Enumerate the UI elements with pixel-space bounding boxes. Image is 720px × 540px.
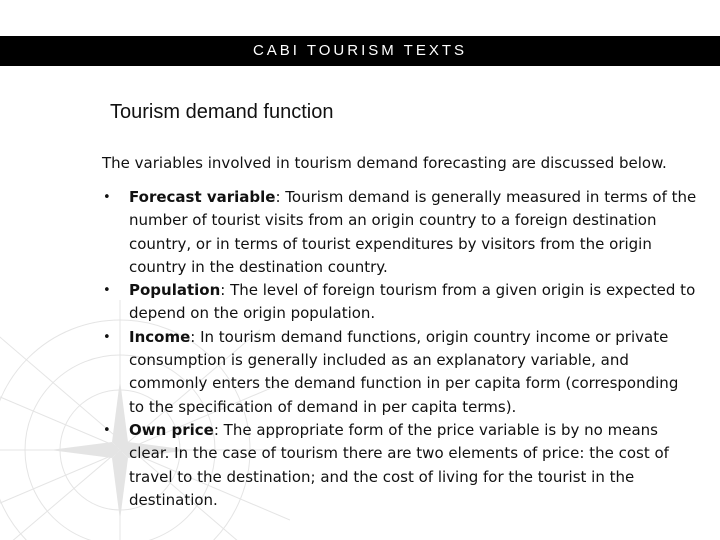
bullet-term: Own price xyxy=(129,420,214,439)
bullet-own-price xyxy=(102,419,698,512)
bullet-text: : In tourism demand functions, origin country income or private consumption is generally included as an explanatory variable, and commonly enters the demand function in per capita form (corresponding to the specification of demand in per capita terms). xyxy=(129,327,679,416)
bullet-dot-icon: • xyxy=(103,283,111,299)
bullet-term: Forecast variable xyxy=(129,188,276,206)
intro-text: The variables involved in tourism demand forecasting are discussed below. xyxy=(102,154,667,172)
bullet-income xyxy=(102,326,698,419)
bullet-dot-icon: • xyxy=(103,422,111,438)
bullet-dot-icon: • xyxy=(103,190,111,205)
bullet-population xyxy=(102,279,698,326)
bullet-text: : The level of foreign tourism from a given origin is expected to depend on the origin population. xyxy=(129,281,696,323)
bullet-term: Income xyxy=(129,327,191,346)
bullet-dot-icon: • xyxy=(103,329,111,345)
bullet-forecast-variable xyxy=(102,186,698,279)
slide-title: Tourism demand function xyxy=(110,101,334,123)
header-banner: CABI TOURISM TEXTS xyxy=(0,36,720,66)
bullet-text: : Tourism demand is generally measured in terms of the number of tourist visits from an origin country to a foreign destination country, or in terms of tourist expenditures by visitors from the origin country in the destination country. xyxy=(129,188,697,276)
bullet-text: : The appropriate form of the price variable is by no means clear. In the case of tourism there are two elements of price: the cost of travel to the destination; and the cost of living for the tourist in the destination. xyxy=(129,420,669,509)
bullet-list xyxy=(102,186,698,512)
bullet-term: Population xyxy=(129,281,221,300)
